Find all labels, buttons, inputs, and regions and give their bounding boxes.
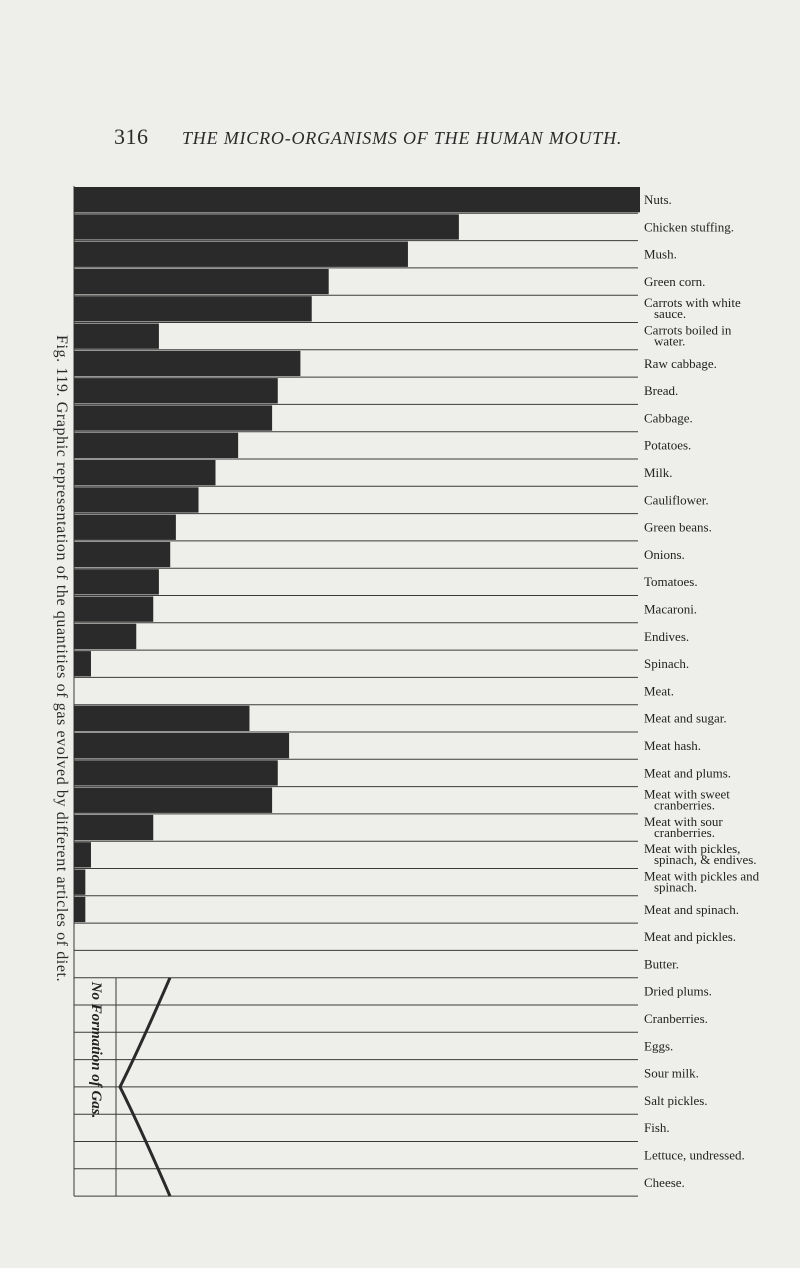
- bar-24: [74, 815, 153, 840]
- category-label-line: Onions.: [644, 546, 685, 562]
- category-label: [644, 438, 691, 453]
- category-label-line: Meat and spinach.: [644, 901, 739, 917]
- category-label: [644, 902, 739, 917]
- category-label: [644, 1066, 699, 1081]
- bar-5: [74, 296, 312, 321]
- category-label-line: Meat with pickles and: [644, 868, 760, 884]
- bar-14: [74, 542, 170, 567]
- category-label-line: Sour milk.: [644, 1065, 699, 1081]
- category-label-line: spinach, & endives.: [654, 852, 757, 868]
- category-label-line: Chicken stuffing.: [644, 219, 735, 235]
- bar-26: [74, 870, 85, 895]
- category-label-line: Dried plums.: [644, 983, 712, 999]
- category-label: [644, 1011, 708, 1026]
- page-number: 316: [114, 124, 149, 149]
- category-label-line: Carrots boiled in: [644, 322, 732, 338]
- category-label: [644, 814, 723, 840]
- bar-16: [74, 597, 153, 622]
- bar-15: [74, 569, 159, 594]
- category-label-line: Cheese.: [644, 1174, 685, 1190]
- category-label-line: Salt pickles.: [644, 1092, 708, 1108]
- bar-2: [74, 214, 459, 239]
- category-label-line: Meat with sweet: [644, 786, 730, 802]
- category-label: [644, 383, 678, 398]
- category-label: [644, 602, 697, 617]
- category-label-line: sauce.: [654, 306, 687, 322]
- category-label-line: Meat.: [644, 683, 674, 699]
- bar-1: [74, 187, 640, 212]
- bar-25: [74, 842, 91, 867]
- bar-6: [74, 324, 159, 349]
- bar-27: [74, 897, 85, 922]
- category-label-line: Tomatoes.: [644, 574, 698, 590]
- category-label: [644, 841, 757, 867]
- category-label-line: Carrots with white: [644, 295, 741, 311]
- bar-9: [74, 405, 272, 430]
- category-label: [644, 247, 677, 262]
- category-label: [644, 1093, 708, 1108]
- category-label: [644, 929, 736, 944]
- category-label: [644, 956, 679, 971]
- category-label: [644, 984, 712, 999]
- category-label-line: Potatoes.: [644, 437, 692, 453]
- category-label: [644, 629, 689, 644]
- category-label: [644, 787, 730, 813]
- bar-18: [74, 651, 91, 676]
- bar-13: [74, 515, 176, 540]
- category-label: [644, 520, 712, 535]
- category-label: [644, 765, 731, 780]
- category-label-line: Nuts.: [644, 192, 672, 207]
- category-label: [644, 274, 705, 289]
- category-label-line: Raw cabbage.: [644, 355, 717, 371]
- category-label-line: spinach.: [654, 879, 697, 895]
- category-label-line: cranberries.: [654, 797, 715, 813]
- category-label: [644, 1148, 745, 1163]
- category-label-line: Bread.: [644, 383, 679, 399]
- bar-17: [74, 624, 136, 649]
- category-label: [644, 683, 674, 698]
- bar-20: [74, 706, 249, 731]
- category-label: [644, 465, 673, 480]
- category-label-line: Meat and pickles.: [644, 929, 737, 945]
- category-label: [644, 1120, 670, 1135]
- category-label-line: Cranberries.: [644, 1011, 708, 1026]
- bar-7: [74, 351, 300, 376]
- category-label-line: Green beans.: [644, 519, 712, 535]
- bar-21: [74, 733, 289, 758]
- category-label: [644, 1038, 673, 1053]
- category-label: [644, 219, 734, 234]
- category-label-line: Fish.: [644, 1120, 670, 1136]
- category-label-line: Meat and plums.: [644, 765, 732, 781]
- bar-22: [74, 760, 278, 785]
- category-label: [644, 410, 693, 425]
- category-label: [644, 656, 689, 671]
- category-label-line: Eggs.: [644, 1038, 674, 1054]
- category-label: [644, 492, 709, 507]
- figure-caption: Fig. 119. Graphic representation of the quantities of gas evolved by different articles of diet.: [53, 335, 70, 983]
- category-label: [644, 192, 672, 207]
- category-label-line: Mush.: [644, 246, 677, 262]
- category-label-line: Spinach.: [644, 656, 690, 672]
- bar-4: [74, 269, 329, 294]
- category-label-line: Endives.: [644, 628, 690, 644]
- category-label-line: Butter.: [644, 956, 680, 972]
- category-label-line: Macaroni.: [644, 601, 698, 617]
- bar-12: [74, 487, 199, 512]
- bar-11: [74, 460, 216, 485]
- category-label: [644, 323, 732, 349]
- category-label-line: water.: [654, 333, 686, 349]
- category-label: [644, 547, 685, 562]
- category-label-line: Cabbage.: [644, 410, 693, 426]
- category-label: [644, 869, 760, 895]
- category-label: [644, 738, 701, 753]
- category-label-line: cranberries.: [654, 824, 715, 840]
- category-label: [644, 574, 698, 589]
- no-gas-annotation: No Formation of Gas.: [88, 981, 104, 1119]
- category-label-line: Milk.: [644, 465, 673, 480]
- category-label-line: Lettuce, undressed.: [644, 1147, 745, 1163]
- category-label-line: Cauliflower.: [644, 492, 709, 508]
- category-label-line: Meat with pickles,: [644, 841, 741, 857]
- category-label-line: Meat with sour: [644, 813, 723, 829]
- bar-8: [74, 378, 278, 403]
- category-label-line: Meat hash.: [644, 738, 702, 753]
- running-head: THE MICRO-ORGANISMS OF THE HUMAN MOUTH.: [182, 128, 623, 148]
- category-label-line: Meat and sugar.: [644, 710, 727, 726]
- category-label: [644, 295, 741, 321]
- category-label: [644, 711, 727, 726]
- category-label: [644, 356, 717, 371]
- category-label-line: Green corn.: [644, 273, 706, 289]
- bar-10: [74, 433, 238, 458]
- category-label: [644, 1175, 685, 1190]
- bar-3: [74, 242, 408, 267]
- bar-23: [74, 788, 272, 813]
